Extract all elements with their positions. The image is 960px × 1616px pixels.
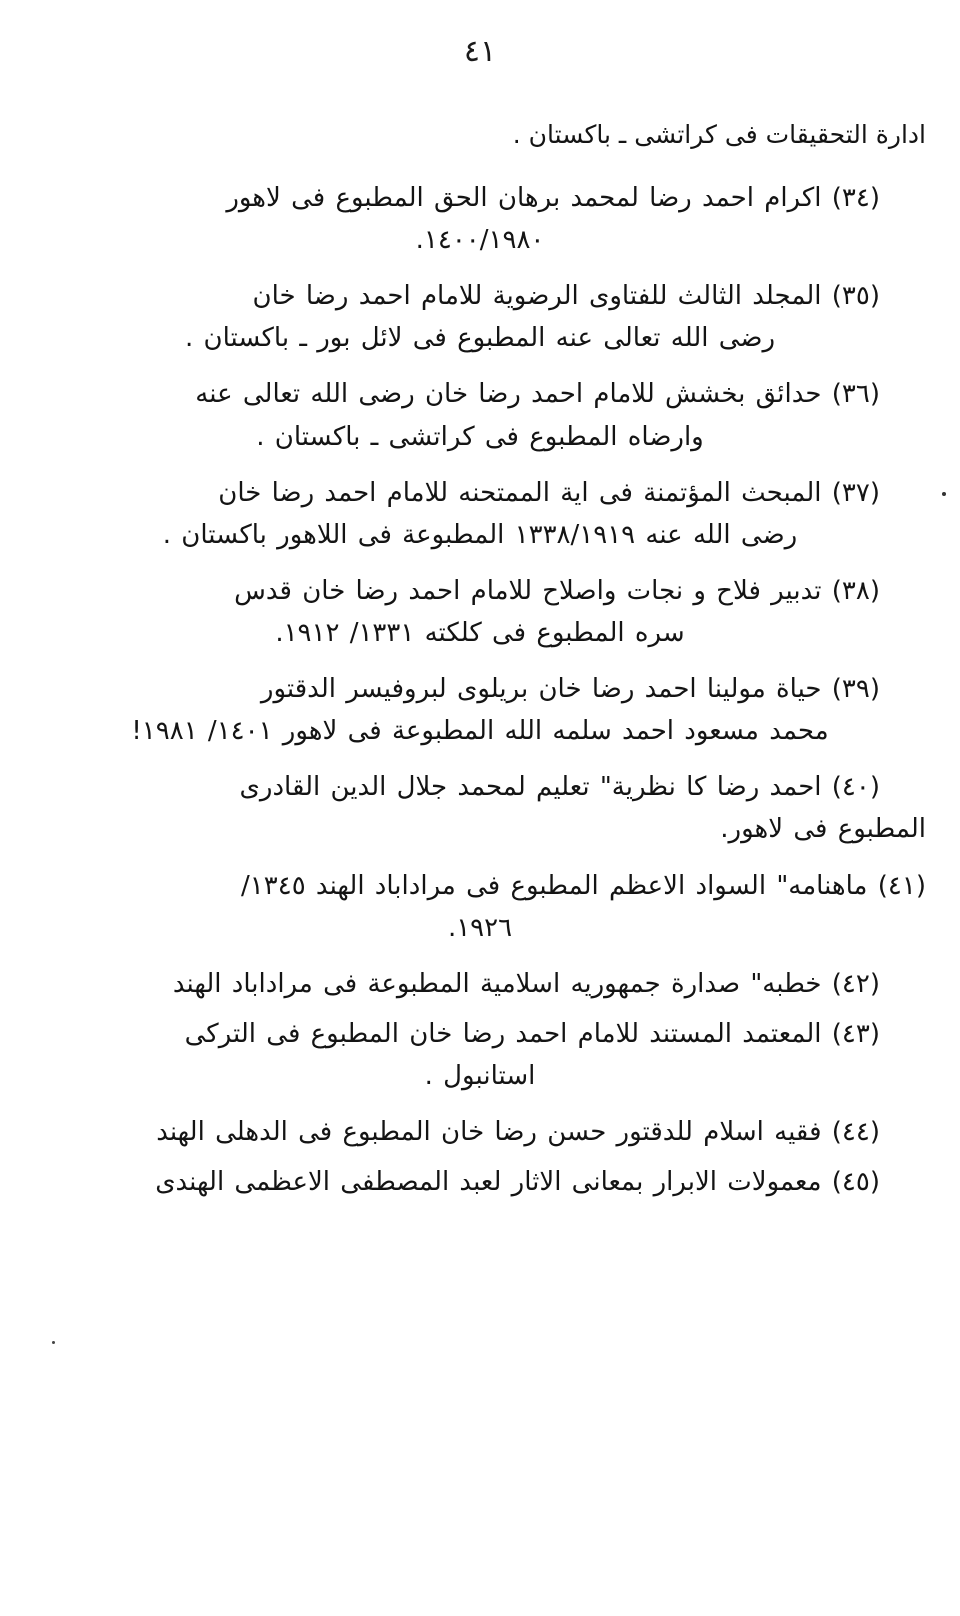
bibliography-entry-35 xyxy=(34,275,926,359)
page-number: ٤١ xyxy=(463,34,497,69)
bibliography-entry-39 xyxy=(34,668,926,752)
entry-line: محمد مسعود احمد سلمه الله المطبوعة فى لاهور ١٤٠١/ ١٩٨١! xyxy=(131,716,829,747)
entry-line: ١٤٠٠/١٩٨٠. xyxy=(415,225,545,256)
bibliography-entry-37 xyxy=(34,472,926,556)
scan-artifact-dot xyxy=(942,492,946,496)
entry-line: (٣٦) حدائق بخشش للامام احمد رضا خان رضى الله تعالى عنه xyxy=(195,379,880,410)
entry-line: (٤٤) فقيه اسلام للدقتور حسن رضا خان المطبوع فى الدهلى الهند xyxy=(156,1117,880,1148)
bibliography-entry-44 xyxy=(34,1111,926,1153)
entry-line: وارضاه المطبوع فى كراتشى ـ باكستان . xyxy=(256,421,704,452)
entry-line: رضى الله تعالى عنه المطبوع فى لائل بور ـ باكستان . xyxy=(184,323,776,354)
entry-line: (٣٩) حياة مولينا احمد رضا خان بريلوى لبروفيسر الدقتور xyxy=(260,674,880,705)
scan-artifact-dot xyxy=(52,1341,55,1344)
entry-line: (٤١) ماهنامه" السواد الاعظم المطبوع فى مراداباد الهند ١٣٤٥/ xyxy=(241,870,926,901)
bibliography-entry-41 xyxy=(34,865,926,949)
entry-line: (٣٨) تدبير فلاح و نجات واصلاح للامام احمد رضا خان قدس xyxy=(234,575,880,606)
bibliography-entry-42 xyxy=(34,963,926,1005)
entry-line: سره المطبوع فى كلكته ١٣٣١/ ١٩١٢. xyxy=(275,617,685,648)
bibliography-entry-45 xyxy=(34,1161,926,1203)
entry-line: ١٩٢٦. xyxy=(447,912,513,943)
bibliography-entry-43 xyxy=(34,1013,926,1097)
entry-line: (٤٢) خطبه" صدارة جمهوريه اسلامية المطبوعة فى مراداباد الهند xyxy=(172,968,880,999)
bibliography-entry-34 xyxy=(34,177,926,261)
page-body xyxy=(34,115,926,1203)
entry-line: (٤٠) احمد رضا كا نظرية" تعليم لمحمد جلال الدين القادرى xyxy=(239,772,880,803)
bibliography-entry-36 xyxy=(34,373,926,457)
entry-line: (٣٥) المجلد الثالث للفتاوى الرضوية للامام احمد رضا خان xyxy=(252,281,880,312)
bibliography-entry-40 xyxy=(34,766,926,850)
entry-line: (٣٧) المبحث المؤتمنة فى اية الممتحنه للامام احمد رضا خان xyxy=(218,477,880,508)
entry-line: المطبوع فى لاهور. xyxy=(720,814,926,845)
entry-line: استانبول . xyxy=(424,1060,536,1091)
entry-line: (٤٣) المعتمد المستند للامام احمد رضا خان المطبوع فى التركى xyxy=(184,1018,880,1049)
entry-line: (٣٤) اكرام احمد رضا لمحمد برهان الحق المطبوع فى لاهور xyxy=(226,183,880,213)
entry-line: (٤٥) معمولات الابرار بمعانى الاثار لعبد المصطفى الاعظمى الهندى xyxy=(155,1167,880,1198)
bibliography-entry-38 xyxy=(34,570,926,654)
entry-line: رضى الله عنه ١٣٣٨/١٩١٩ المطبوعة فى اللاهور باكستان . xyxy=(162,519,798,550)
intro-line: ادارة التحقيقات فى كراتشى ـ باكستان . xyxy=(512,120,926,149)
